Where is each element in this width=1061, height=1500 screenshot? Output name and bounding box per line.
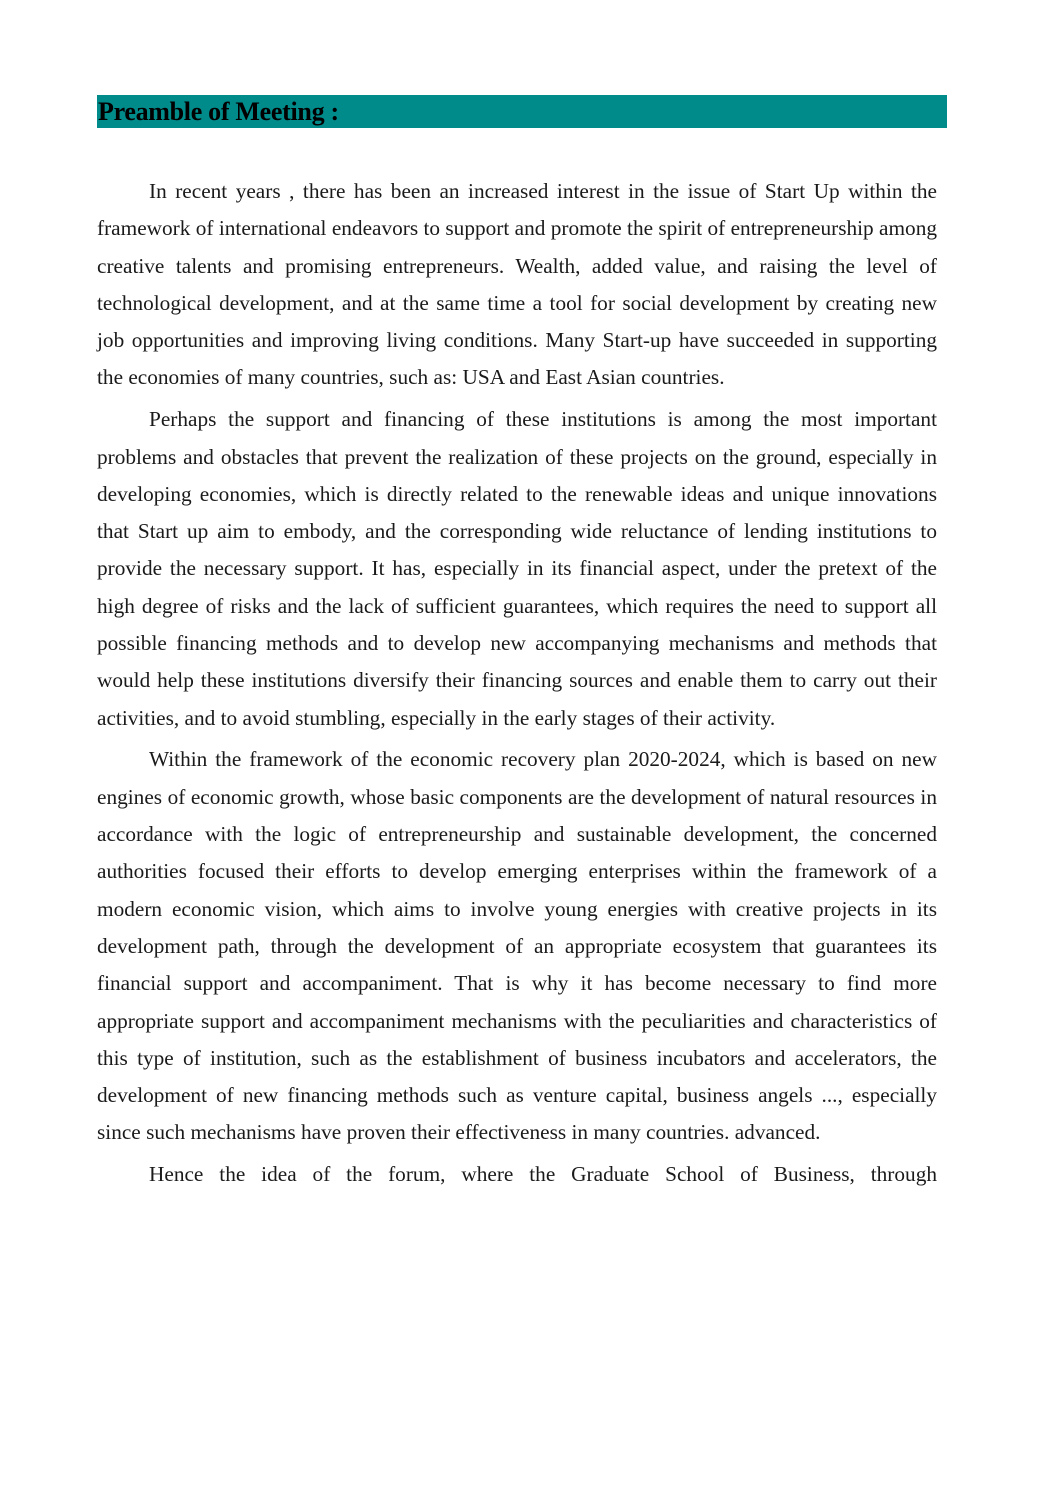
section-heading: Preamble of Meeting :	[98, 97, 339, 126]
section-heading-bar	[97, 95, 947, 128]
paragraph-financing: Perhaps the support and financing of these institutions is among the most important problems and obstacles that prevent the realization of these projects on the ground, especially in developing economies, which is directly related to the renewable ideas and unique innovations that Start up aim to embody, and the corresponding wide reluctance of lending institutions to provide the necessary support. It has, especially in its financial aspect, under the pretext of the high degree of risks and the lack of sufficient guarantees, which requires the need to support all possible financing methods and to develop new accompanying mechanisms and methods that would help these institutions diversify their financing sources and enable them to carry out their activities, and to avoid stumbling, especially in the early stages of their activity.	[97, 407, 937, 730]
document-page	[97, 95, 937, 1198]
body-text	[97, 173, 937, 1194]
paragraph-forum: Hence the idea of the forum, where the Graduate School of Business, through	[149, 1162, 937, 1187]
paragraph-intro: In recent years , there has been an increased interest in the issue of Start Up within the framework of international endeavors to support and promote the spirit of entrepreneurship among creative talents and promising entrepreneurs. Wealth, added value, and raising the level of technological development, and at the same time a tool for social development by creating new job opportunities and improving living conditions. Many Start-up have succeeded in supporting the economies of many countries, such as: USA and East Asian countries.	[97, 179, 937, 390]
paragraph-recovery-plan: Within the framework of the economic recovery plan 2020-2024, which is based on new engines of economic growth, whose basic components are the development of natural resources in accordance with the logic of entrepreneurship and sustainable development, the concerned authorities focused their efforts to develop emerging enterprises within the framework of a modern economic vision, which aims to involve young energies with creative projects in its development path, through the development of an appropriate ecosystem that guarantees its financial support and accompaniment. That is why it has become necessary to find more appropriate support and accompaniment mechanisms with the peculiarities and characteristics of this type of institution, such as the establishment of business incubators and accelerators, the development of new financing methods such as venture capital, business angels ..., especially since such mechanisms have proven their effectiveness in many countries. advanced.	[97, 747, 937, 1145]
